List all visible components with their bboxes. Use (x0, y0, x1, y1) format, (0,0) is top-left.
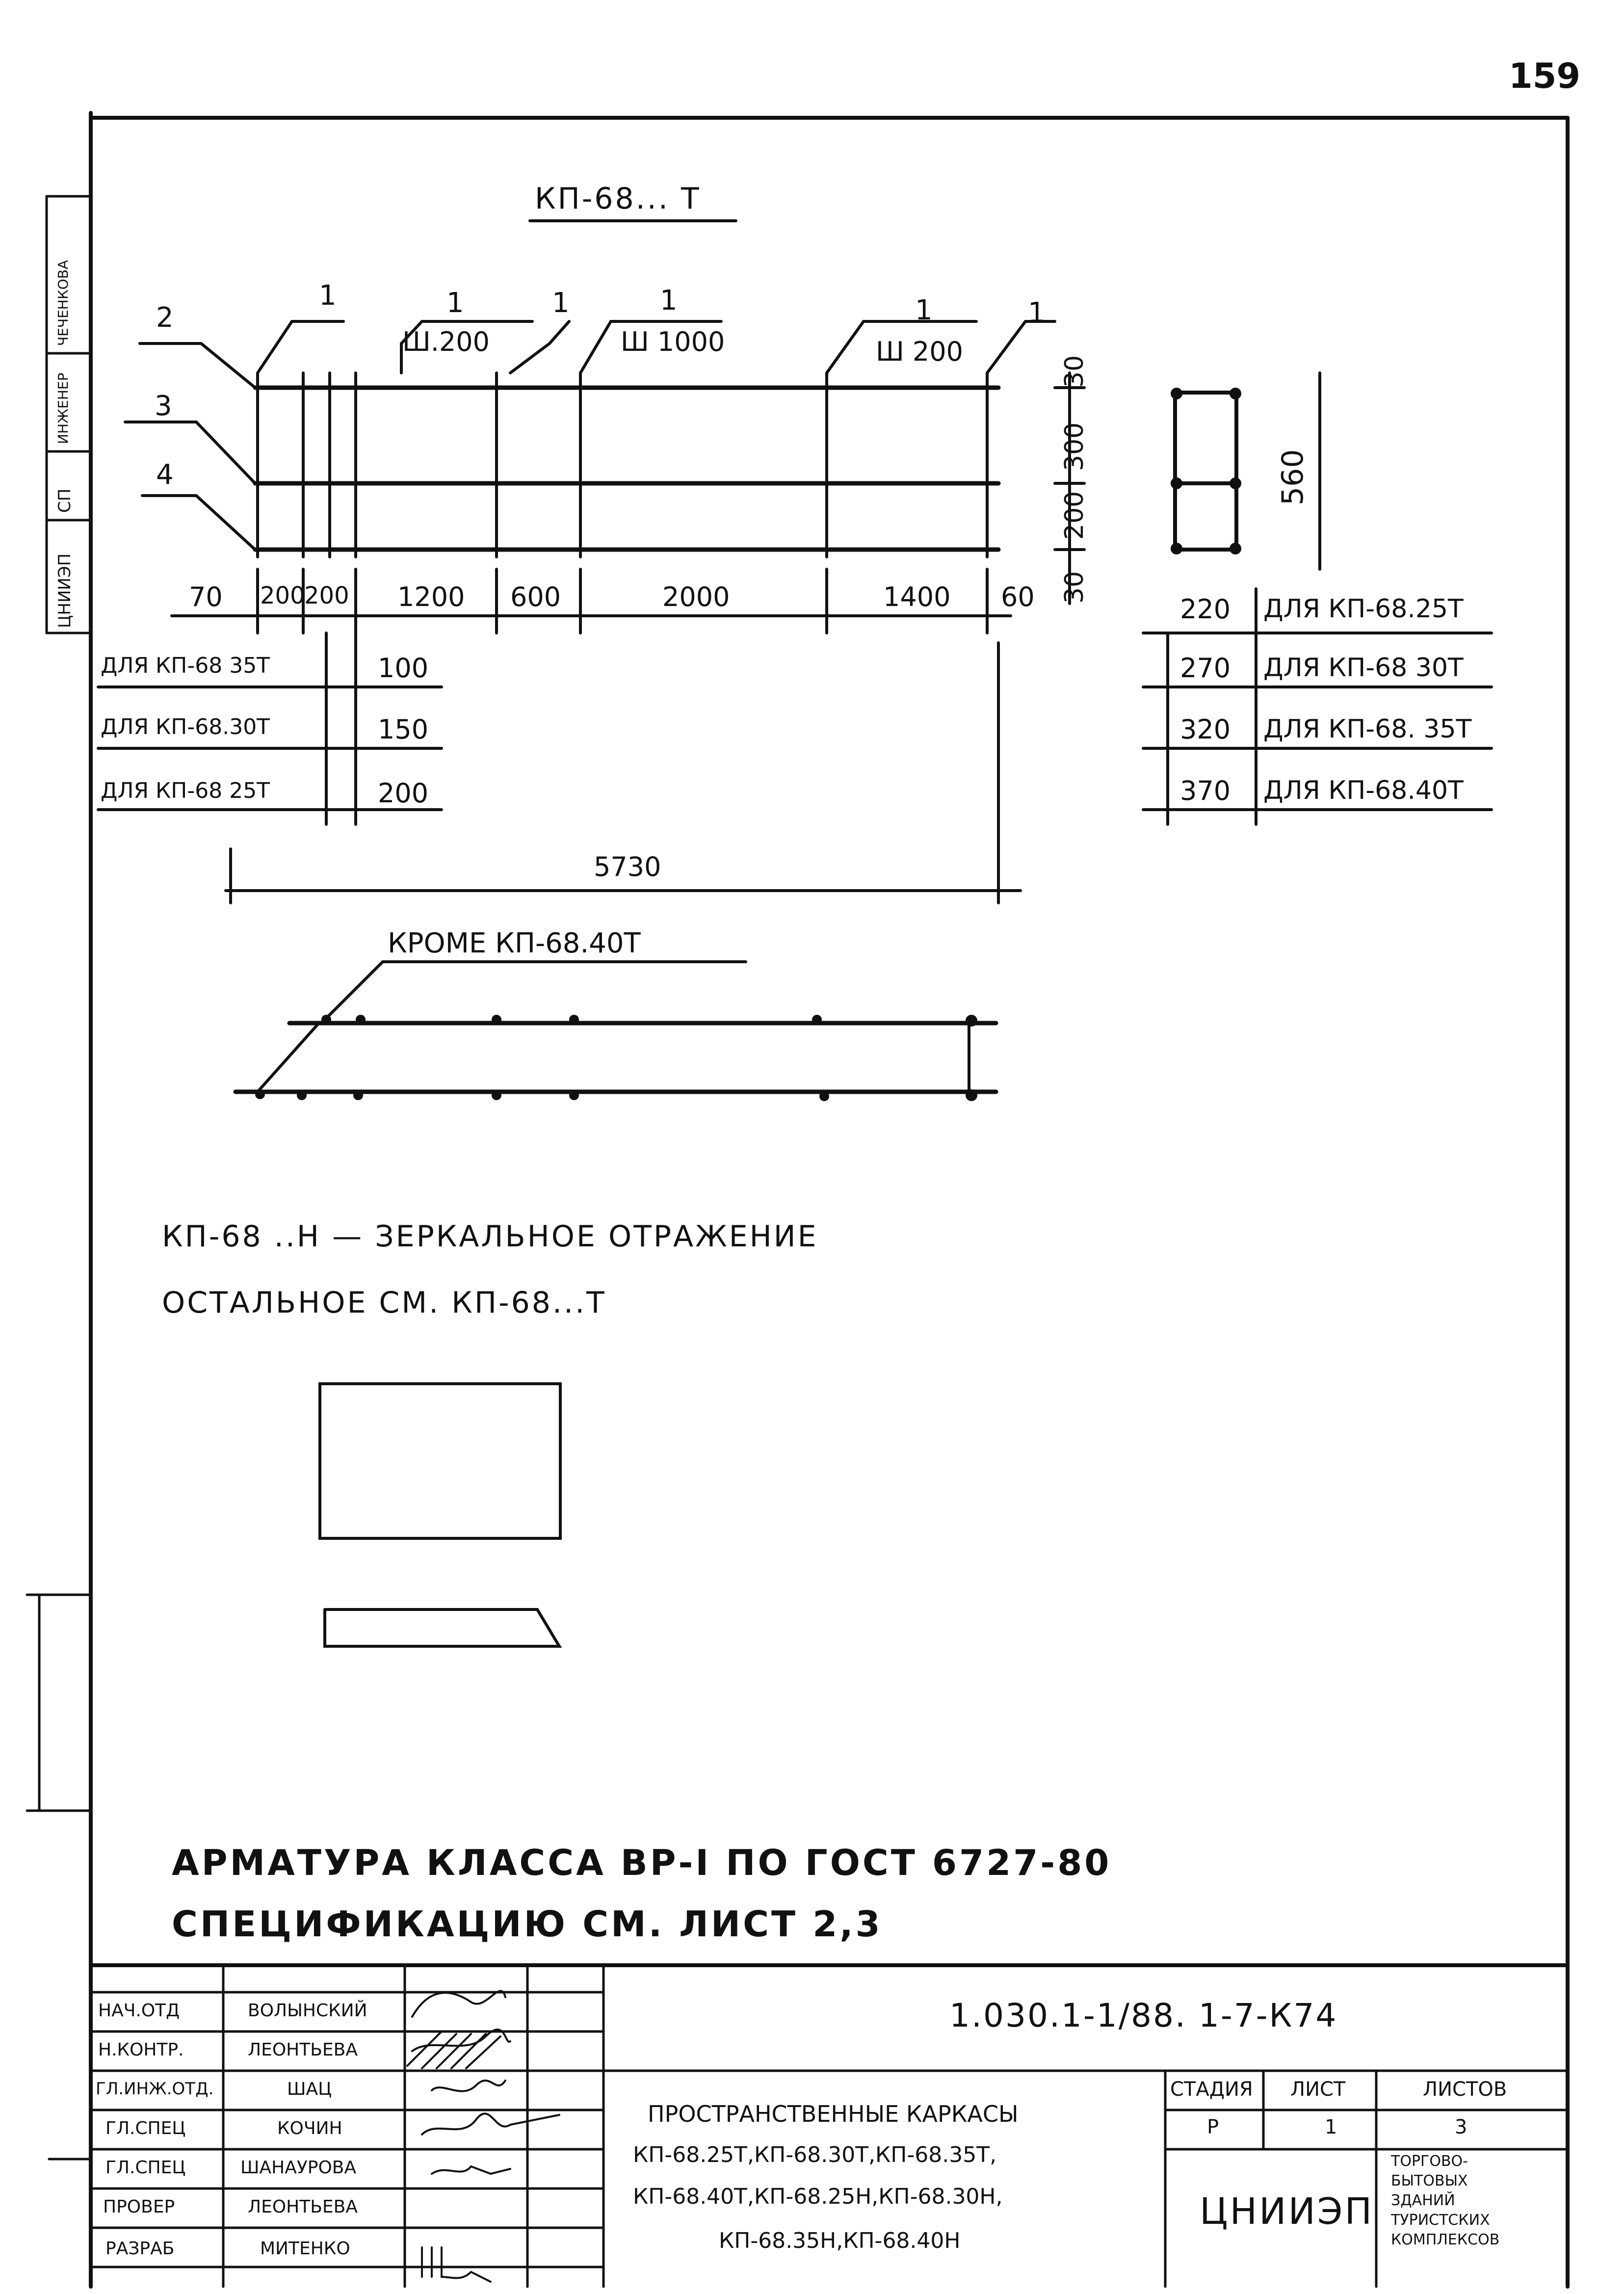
page-number: 159 (1509, 56, 1581, 96)
sheet-frame (91, 113, 1568, 2287)
total-length-label: 5730 (594, 851, 661, 882)
mark-label: 1 (660, 285, 678, 316)
section-height-label: 560 (1276, 449, 1310, 505)
mark-label: 1 (915, 294, 933, 326)
variant-value: 150 (378, 714, 429, 745)
sheet-header: ЛИСТ (1290, 2078, 1346, 2101)
variant-label: ДЛЯ КП-68.40Т (1263, 776, 1464, 805)
drawing-title-line: ПРОСТРАНСТВЕННЫЕ КАРКАСЫ (648, 2101, 1019, 2127)
mark-label: 1 (446, 287, 464, 319)
mark-label: 1 (319, 280, 337, 312)
organization-name: ЦНИИЭП (1200, 2190, 1374, 2233)
person-name: МИТЕНКО (260, 2239, 350, 2259)
dim-label-vertical: 300 (1060, 422, 1089, 471)
side-stamp-text: СП (55, 488, 75, 513)
variant-label: ДЛЯ КП-68 35Т (101, 653, 270, 678)
person-name: ШАНАУРОВА (240, 2158, 357, 2178)
variant-label: ДЛЯ КП-68.25Т (1263, 594, 1464, 624)
role-label: ГЛ.СПЕЦ (105, 2118, 186, 2138)
variant-label: ДЛЯ КП-68. 35Т (1263, 714, 1472, 744)
mark-label: 4 (156, 459, 174, 491)
variant-value: 200 (378, 778, 429, 809)
variant-label: ДЛЯ КП-68 30Т (1263, 653, 1464, 683)
role-label: ГЛ.ИНЖ.ОТД. (96, 2079, 214, 2099)
dim-label: 200 (260, 582, 305, 609)
mirror-note: КП-68 ..Н — ЗЕРКАЛЬНОЕ ОТРАЖЕНИЕ (162, 1219, 818, 1254)
person-name: КОЧИН (277, 2118, 342, 2138)
signature-scribbles (407, 1991, 559, 2282)
frame-title: КП-68... Т (535, 182, 701, 216)
dim-label: 2000 (662, 581, 730, 612)
organization-desc: ТОРГОВО- (1391, 2153, 1468, 2170)
side-stamp-text: ИНЖЕНЕР (55, 372, 71, 444)
role-label: Н.КОНТР. (98, 2040, 184, 2060)
pitch-label: Ш.200 (402, 326, 490, 357)
mark-label: 3 (155, 390, 172, 422)
rest-note: ОСТАЛЬНОЕ СМ. КП-68...Т (162, 1286, 606, 1320)
person-name: ШАЦ (287, 2079, 332, 2099)
variant-label: ДЛЯ КП-68.30Т (101, 714, 270, 739)
except-label: КРОМЕ КП-68.40Т (388, 927, 641, 959)
stage-header: СТАДИЯ (1170, 2078, 1253, 2101)
role-label: РАЗРАБ (105, 2239, 175, 2259)
blank-rectangle (320, 1384, 560, 1538)
sheet-value: 1 (1325, 2116, 1337, 2138)
plan-dots (255, 1015, 977, 1101)
sheets-header: ЛИСТОВ (1423, 2078, 1507, 2101)
document-code: 1.030.1-1/88. 1-7-К74 (949, 1997, 1338, 2034)
variant-value: 320 (1180, 714, 1231, 745)
person-name: ЛЕОНТЬЕВА (248, 2197, 358, 2217)
dim-label: 1400 (883, 581, 951, 612)
dim-label: 600 (510, 581, 561, 612)
role-label: НАЧ.ОТД (98, 2001, 180, 2021)
rebar-class-note: АРМАТУРА КЛАССА ВР-I ПО ГОСТ 6727-80 (172, 1842, 1112, 1883)
person-name: ВОЛЫНСКИЙ (248, 2001, 367, 2021)
organization-desc: КОМПЛЕКСОВ (1391, 2231, 1500, 2248)
blank-trapezoid (325, 1609, 559, 1646)
organization-desc: БЫТОВЫХ (1391, 2172, 1468, 2189)
specification-note: СПЕЦИФИКАЦИЮ СМ. ЛИСТ 2,3 (172, 1903, 883, 1945)
drawing-title-line: КП-68.35Н,КП-68.40Н (719, 2228, 961, 2253)
role-label: ГЛ.СПЕЦ (105, 2158, 186, 2178)
variant-value: 370 (1180, 775, 1231, 806)
side-stamp-text: ЧЕЧЕНКОВА (55, 260, 71, 346)
variant-value: 270 (1180, 653, 1231, 684)
mark-label: 2 (156, 302, 174, 334)
dim-label: 1200 (397, 581, 465, 612)
side-stamp-text: ЦНИИЭП (55, 553, 75, 628)
dim-label: 60 (1001, 581, 1035, 612)
variant-label: ДЛЯ КП-68 25Т (101, 778, 270, 803)
sheets-value: 3 (1455, 2116, 1467, 2138)
person-name: ЛЕОНТЬЕВА (248, 2040, 358, 2060)
plan-view (236, 962, 996, 1092)
role-label: ПРОВЕР (103, 2197, 175, 2217)
dim-label: 200 (304, 582, 349, 609)
pitch-label: Ш 200 (876, 336, 963, 367)
mark-label: 1 (1028, 297, 1046, 329)
mark-label: 1 (552, 287, 570, 319)
section-dots (1171, 388, 1241, 554)
dim-label-vertical: 30 (1060, 571, 1089, 604)
dim-label-vertical: 30 (1060, 355, 1089, 388)
dim-label: 70 (189, 581, 223, 612)
drawing-title-line: КП-68.40Т,КП-68.25Н,КП-68.30Н, (633, 2184, 1003, 2209)
organization-desc: ТУРИСТСКИХ (1391, 2212, 1490, 2229)
variant-value: 100 (378, 653, 429, 684)
variant-value: 220 (1180, 594, 1231, 625)
pitch-label: Ш 1000 (621, 326, 725, 357)
drawing-title-line: КП-68.25Т,КП-68.30Т,КП-68.35Т, (633, 2142, 997, 2167)
dim-label-vertical: 200 (1060, 491, 1089, 540)
organization-desc: ЗДАНИЙ (1391, 2192, 1455, 2209)
stage-value: Р (1207, 2116, 1219, 2138)
